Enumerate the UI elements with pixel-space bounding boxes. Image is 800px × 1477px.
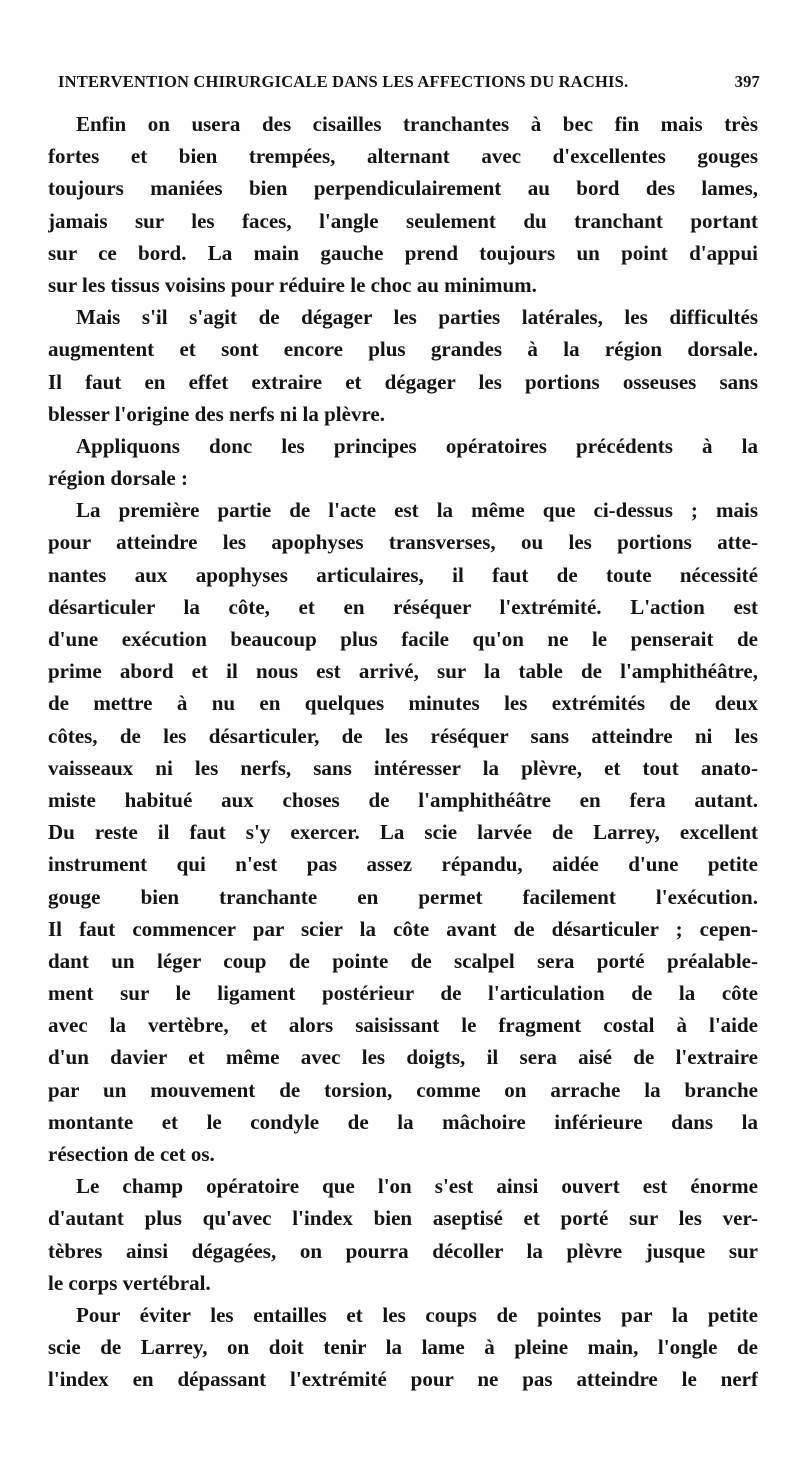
text-line: Enfin on usera des cisailles tranchantes à bec fin mais très (76, 112, 758, 136)
text-line: avec la vertèbre, et alors saisissant le fragment costal à l'aide (48, 1013, 758, 1038)
text-line: miste habitué aux choses de l'amphithéâtre en fera autant. (48, 787, 758, 812)
paragraph (48, 1170, 758, 1299)
text-line: augmentent et sont encore plus grandes à la région dorsale. (48, 337, 758, 362)
text-line: l'index en dépassant l'extrémité pour ne pas atteindre le nerf (48, 1367, 758, 1392)
paragraph (48, 494, 758, 1170)
text-line: pour atteindre les apophyses transverses, ou les portions atte- (48, 530, 758, 555)
text-line: résection de cet os. (48, 1142, 215, 1166)
text-line: d'un davier et même avec les doigts, il sera aisé de l'extraire (48, 1045, 758, 1070)
text-line: Pour éviter les entailles et les coups de pointes par la petite (76, 1302, 758, 1327)
text-line: instrument qui n'est pas assez répandu, aidée d'une petite (48, 852, 758, 877)
text-line: région dorsale : (48, 466, 188, 491)
running-head (58, 72, 760, 98)
text-line: le corps vertébral. (48, 1270, 211, 1295)
text-line: scie de Larrey, on doit tenir la lame à pleine main, l'ongle de (48, 1335, 758, 1360)
text-line: Le champ opératoire que l'on s'est ainsi ouvert est énorme (76, 1174, 758, 1199)
text-line: d'autant plus qu'avec l'index bien aseptisé et porté sur les ver- (48, 1206, 758, 1231)
text-line: montante et le condyle de la mâchoire inférieure dans la (48, 1109, 758, 1134)
text-line: Du reste il faut s'y exercer. La scie larvée de Larrey, excellent (48, 820, 758, 845)
page-number: 397 (734, 72, 760, 91)
text-line: La première partie de l'acte est la même que ci-dessus ; mais (76, 498, 758, 523)
text-line: fortes et bien trempées, alternant avec d'excellentes gouges (48, 144, 758, 169)
paragraph (48, 1299, 758, 1396)
text-line: jamais sur les faces, l'angle seulement du tranchant portant (48, 208, 758, 233)
paragraph (48, 301, 758, 430)
text-line: ment sur le ligament postérieur de l'articulation de la côte (48, 981, 758, 1006)
text-line: vaisseaux ni les nerfs, sans intéresser la plèvre, et tout anato- (48, 755, 758, 780)
text-line: Mais s'il s'agit de dégager les parties latérales, les difficultés (76, 305, 758, 330)
text-line: par un mouvement de torsion, comme on arrache la branche (48, 1077, 758, 1102)
text-line: tèbres ainsi dégagées, on pourra décoller la plèvre jusque sur (48, 1238, 758, 1263)
text-line: de mettre à nu en quelques minutes les extrémités de deux (48, 691, 758, 716)
text-line: dant un léger coup de pointe de scalpel sera porté préalable- (48, 948, 758, 973)
text-line: Appliquons donc les principes opératoires précédents à la (76, 433, 758, 458)
text-line: gouge bien tranchante en permet facilement l'exécution. (48, 884, 758, 909)
text-line: Il faut en effet extraire et dégager les portions osseuses sans (48, 369, 758, 394)
text-line: prime abord et il nous est arrivé, sur la table de l'amphithéâtre, (48, 659, 758, 684)
text-line: toujours maniées bien perpendiculairement au bord des lames, (48, 176, 758, 201)
text-line: côtes, de les désarticuler, de les réséquer sans atteindre ni les (48, 723, 758, 748)
text-line: blesser l'origine des nerfs ni la plèvre. (48, 401, 385, 426)
text-line: nantes aux apophyses articulaires, il faut de toute nécessité (48, 562, 758, 587)
paragraph (48, 430, 758, 494)
text-line: d'une exécution beaucoup plus facile qu'on ne le penserait de (48, 627, 758, 651)
running-head-title: INTERVENTION CHIRURGICALE DANS LES AFFECTIONS DU RACHIS. (58, 72, 629, 91)
text-line: sur les tissus voisins pour réduire le choc au minimum. (48, 272, 537, 297)
paragraph (48, 108, 758, 301)
text-line: Il faut commencer par scier la côte avant de désarticuler ; cepen- (48, 916, 758, 941)
text-line: désarticuler la côte, et en réséquer l'extrémité. L'action est (48, 594, 758, 619)
text-line: sur ce bord. La main gauche prend toujours un point d'appui (48, 240, 758, 265)
body-text (48, 108, 758, 1396)
